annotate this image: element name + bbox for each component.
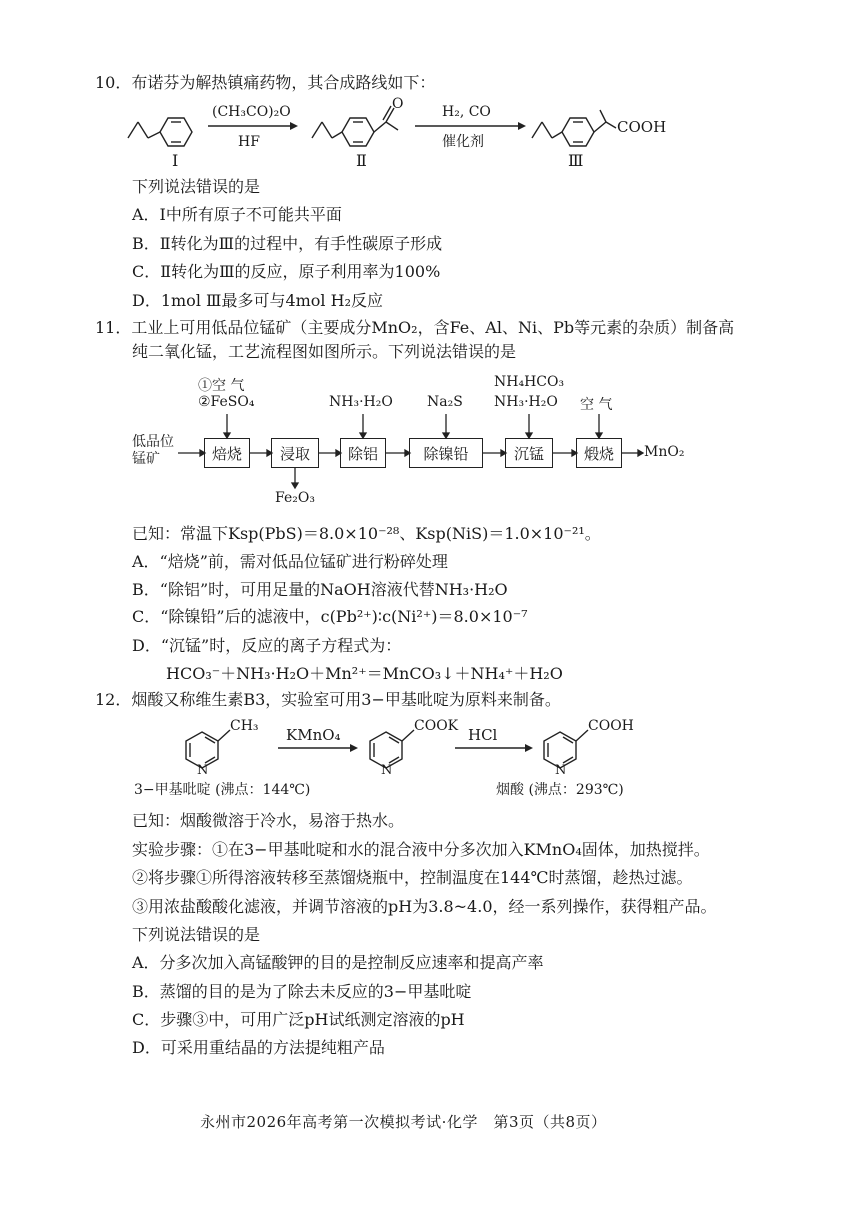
q12-prompt: 下列说法错误的是 xyxy=(132,925,261,944)
flow-reagent-na2s: Na₂S xyxy=(427,394,463,410)
q10-option-d: D．1mol Ⅲ最多可与4mol H₂反应 xyxy=(132,291,384,310)
compound-I-label: Ⅰ xyxy=(172,151,179,170)
flow-reagent-air-2: 空 气 xyxy=(580,397,613,413)
q12-steps-line2: ②将步骤①所得溶液转移至蒸馏烧瓶中，控制温度在144℃时蒸馏，趁热过滤。 xyxy=(132,868,693,887)
compound-II-label: Ⅱ xyxy=(356,151,367,170)
flow-step-calcine: 煅烧 xyxy=(576,438,622,468)
q12-stem: 12．烟酸又称维生素B3，实验室可用3−甲基吡啶为原料来制备。 xyxy=(95,690,561,709)
q12-steps-line3: ③用浓盐酸酸化滤液，并调节溶液的pH为3.8~4.0，经一系列操作，获得粗产品。 xyxy=(132,897,717,916)
flow-step-precipitate-mn: 沉锰 xyxy=(505,438,553,468)
q11-equation: HCO₃⁻＋NH₃·H₂O＋Mn²⁺＝MnCO₃↓＋NH₄⁺＋H₂O xyxy=(166,664,563,683)
q10-prompt: 下列说法错误的是 xyxy=(132,177,261,196)
flow-input-line1: 低品位 xyxy=(132,434,174,450)
q12-steps-line1: 实验步骤：①在3−甲基吡啶和水的混合液中分多次加入KMnO₄固体，加热搅拌。 xyxy=(132,840,710,859)
flow-reagent-nh4hco3: NH₄HCO₃ xyxy=(494,374,565,390)
reagent1-top: (CH₃CO)₂O xyxy=(212,104,291,120)
q12-option-c: C．步骤③中，可用广泛pH试纸测定溶液的pH xyxy=(132,1010,465,1029)
reagent1-bottom: HF xyxy=(238,134,260,150)
q11-stem-line1: 11．工业上可用低品位锰矿（主要成分MnO₂，含Fe、Al、Ni、Pb等元素的杂质）制备高 xyxy=(95,318,735,337)
n-label-3: N xyxy=(555,763,567,778)
q12-option-d: D．可采用重结晶的方法提纯粗产品 xyxy=(132,1038,385,1057)
flow-arrows xyxy=(0,0,868,520)
page-footer: 永州市2026年高考第一次模拟考试·化学 第3页（共8页） xyxy=(200,1113,607,1131)
q12-synthesis-scheme xyxy=(150,712,650,778)
q10-option-c: C．Ⅱ转化为Ⅲ的反应，原子利用率为100% xyxy=(132,262,441,281)
q12-known: 已知：烟酸微溶于冷水，易溶于热水。 xyxy=(132,811,405,830)
flow-input-line2: 锰矿 xyxy=(132,451,160,467)
q10-option-b: B．Ⅱ转化为Ⅲ的过程中，有手性碳原子形成 xyxy=(132,234,443,253)
flow-reagent-feso4: ②FeSO₄ xyxy=(198,394,255,410)
compound-II-oxygen: O xyxy=(392,96,404,112)
reagent2-bottom: 催化剂 xyxy=(442,134,484,150)
q11-option-b: B．“除铝”时，可用足量的NaOH溶液代替NH₃·H₂O xyxy=(132,580,508,599)
q11-option-c: C．“除镍铅”后的滤液中，c(Pb²⁺)∶c(Ni²⁺)＝8.0×10⁻⁷ xyxy=(132,607,528,626)
cooh-label: COOH xyxy=(588,718,634,734)
flow-reagent-nh3h2o-1: NH₃·H₂O xyxy=(329,394,393,410)
q12-label-product: 烟酸 (沸点：293℃) xyxy=(496,782,624,798)
n-label-1: N xyxy=(197,763,209,778)
flow-step-remove-ni-pb: 除镍铅 xyxy=(409,438,483,468)
compound-III-cooh: COOH xyxy=(617,118,667,136)
flow-byproduct: Fe₂O₃ xyxy=(275,490,315,506)
n-label-2: N xyxy=(381,763,393,778)
flow-reagent-nh3h2o-2: NH₃·H₂O xyxy=(494,394,558,410)
flow-reagent-air-1: ①空 气 xyxy=(198,378,245,394)
reagent-kmno4: KMnO₄ xyxy=(286,726,341,744)
q11-stem-line2: 纯二氧化锰，工艺流程图如图所示。下列说法错误的是 xyxy=(132,342,517,361)
cook-label: COOK xyxy=(414,718,459,734)
flow-step-leach: 浸取 xyxy=(271,438,319,468)
q12-label-start: 3−甲基吡啶 (沸点：144℃) xyxy=(134,782,311,798)
q12-option-a: A．分多次加入高锰酸钾的目的是控制反应速率和提高产率 xyxy=(132,953,544,972)
q10-stem: 10．布诺芬为解热镇痛药物，其合成路线如下： xyxy=(95,73,436,92)
q12-option-b: B．蒸馏的目的是为了除去未反应的3−甲基吡啶 xyxy=(132,982,472,1001)
reagent2-top: H₂, CO xyxy=(442,104,491,120)
compound-III-label: Ⅲ xyxy=(568,151,584,170)
ch3-label: CH₃ xyxy=(230,718,259,734)
q11-option-d: D．“沉锰”时，反应的离子方程式为： xyxy=(132,636,402,655)
q11-known: 已知：常温下Ksp(PbS)＝8.0×10⁻²⁸、Ksp(NiS)＝1.0×10⁻²¹。 xyxy=(132,524,601,543)
reagent-hcl: HCl xyxy=(468,726,498,744)
q11-option-a: A．“焙烧”前，需对低品位锰矿进行粉碎处理 xyxy=(132,552,448,571)
flow-step-roast: 焙烧 xyxy=(204,438,250,468)
flow-product: MnO₂ xyxy=(644,444,685,460)
q10-option-a: A．Ⅰ中所有原子不可能共平面 xyxy=(132,205,342,224)
flow-step-remove-al: 除铝 xyxy=(340,438,386,468)
